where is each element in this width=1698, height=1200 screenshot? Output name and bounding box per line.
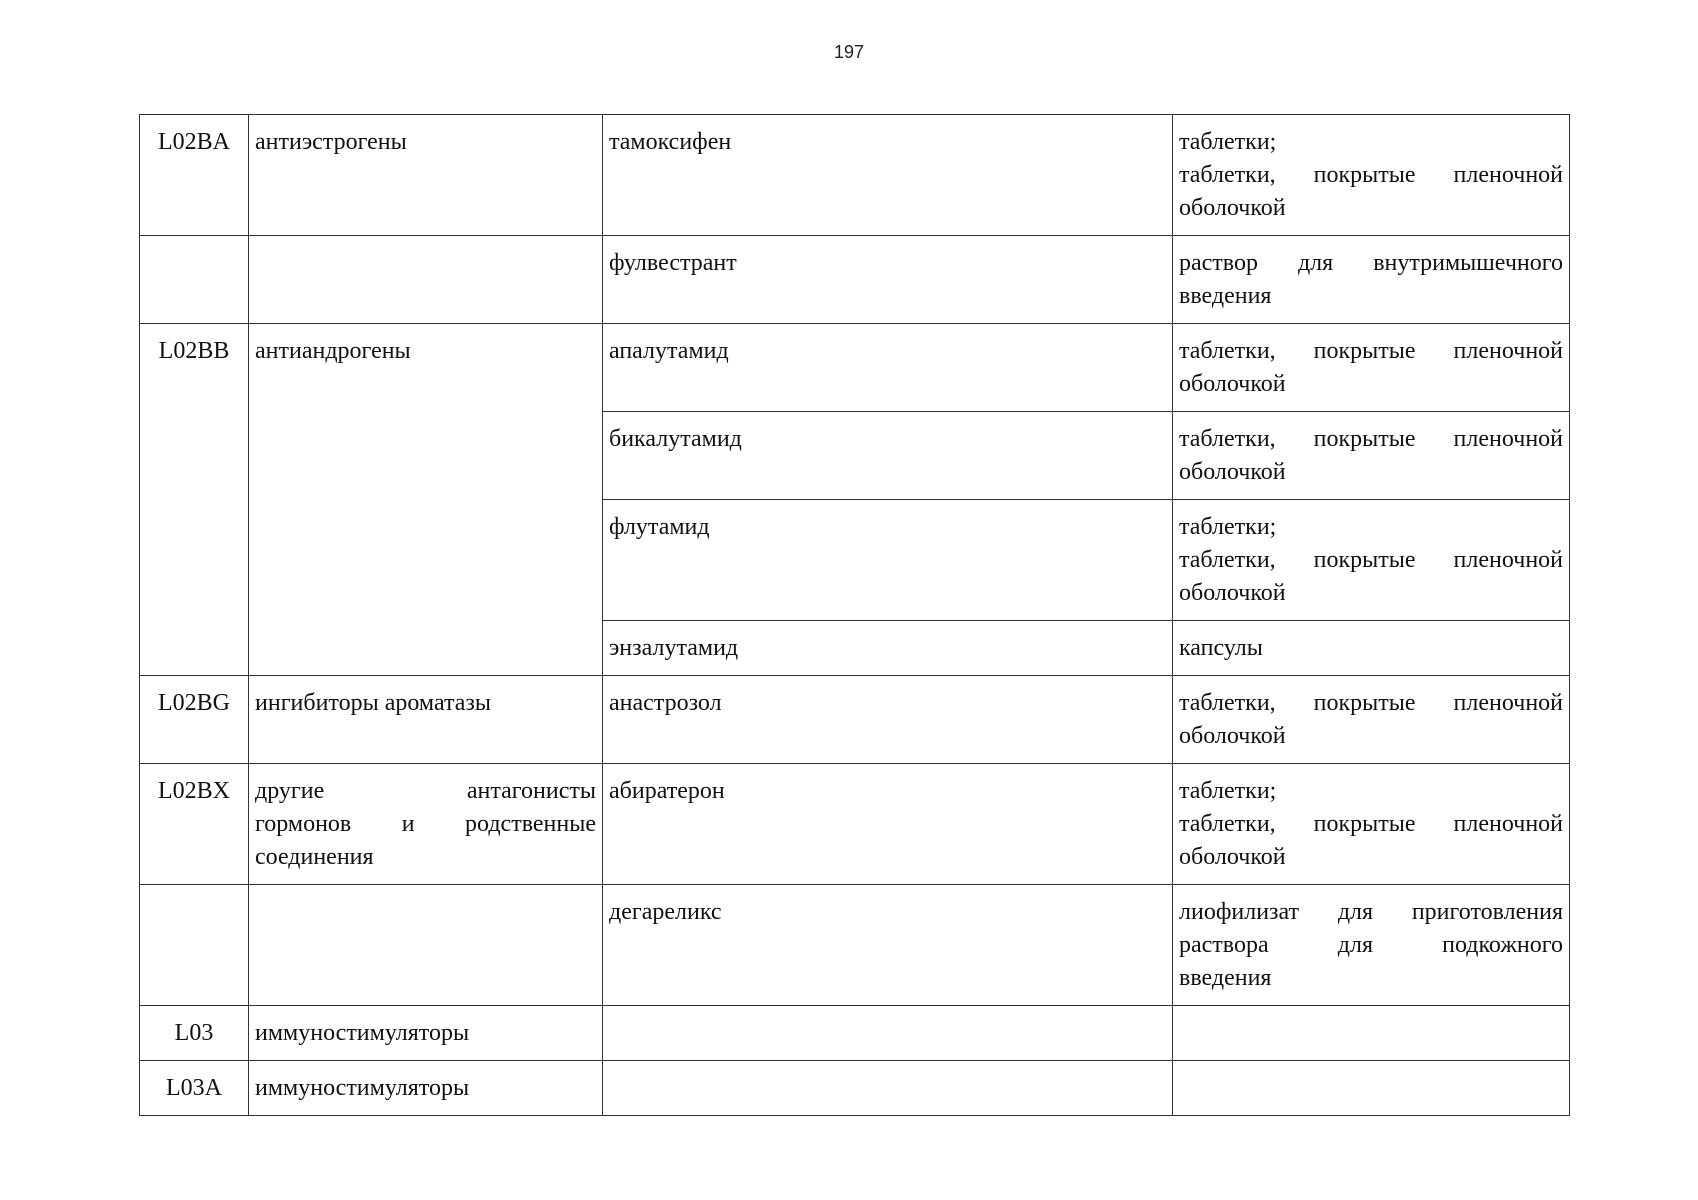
- dosage-form-line: таблетки;: [1179, 129, 1277, 155]
- dosage-form-line: таблетки, покрытые пленочной: [1179, 162, 1563, 188]
- dosage-form-cell: [1173, 676, 1570, 764]
- dosage-form-cell: [1173, 1006, 1570, 1061]
- atc-code-cell: L02BX: [140, 764, 249, 885]
- drug-name-cell: анастрозол: [603, 676, 1173, 764]
- dosage-form-line: оболочкой: [1179, 195, 1286, 221]
- drug-name-cell: бикалутамид: [603, 412, 1173, 500]
- atc-code-cell: [140, 236, 249, 324]
- dosage-form-line: оболочкой: [1179, 371, 1286, 397]
- dosage-form-cell: [1173, 1061, 1570, 1116]
- dosage-form-cell: [1173, 885, 1570, 1006]
- drug-name-cell: [603, 1061, 1173, 1116]
- table-row: [140, 324, 1570, 412]
- dosage-form-line: введения: [1179, 965, 1272, 991]
- group-cell: [249, 885, 603, 1006]
- atc-code-cell: L02BG: [140, 676, 249, 764]
- dosage-form-cell: [1173, 764, 1570, 885]
- group-cell: ингибиторы ароматазы: [249, 676, 603, 764]
- dosage-form-line: оболочкой: [1179, 723, 1286, 749]
- dosage-form-line: таблетки;: [1179, 514, 1277, 540]
- group-cell: антиэстрогены: [249, 115, 603, 236]
- table-row: [140, 1061, 1570, 1116]
- atc-code-cell: L03A: [140, 1061, 249, 1116]
- dosage-form-cell: [1173, 621, 1570, 676]
- drug-name-cell: абиратерон: [603, 764, 1173, 885]
- dosage-form-cell: [1173, 412, 1570, 500]
- dosage-form-line: таблетки, покрытые пленочной: [1179, 811, 1563, 837]
- group-line: гормонов и родственные: [255, 811, 596, 837]
- atc-code-cell: L03: [140, 1006, 249, 1061]
- drug-name-cell: энзалутамид: [603, 621, 1173, 676]
- drug-table: [139, 114, 1570, 1116]
- dosage-form-line: лиофилизат для приготовления: [1179, 899, 1563, 925]
- atc-code-cell: L02BB: [140, 324, 249, 676]
- dosage-form-cell: [1173, 115, 1570, 236]
- dosage-form-line: оболочкой: [1179, 580, 1286, 606]
- drug-name-cell: дегареликс: [603, 885, 1173, 1006]
- drug-name-cell: фулвестрант: [603, 236, 1173, 324]
- table-row: [140, 676, 1570, 764]
- drug-name-cell: флутамид: [603, 500, 1173, 621]
- dosage-form-line: раствора для подкожного: [1179, 932, 1563, 958]
- dosage-form-line: раствор для внутримышечного: [1179, 250, 1563, 276]
- dosage-form-line: оболочкой: [1179, 459, 1286, 485]
- group-cell: [249, 764, 603, 885]
- dosage-form-cell: [1173, 324, 1570, 412]
- group-line: соединения: [255, 844, 374, 870]
- drug-name-cell: [603, 1006, 1173, 1061]
- dosage-form-line: капсулы: [1179, 635, 1263, 661]
- table-row: [140, 885, 1570, 1006]
- group-cell: антиандрогены: [249, 324, 603, 676]
- atc-code-cell: L02BA: [140, 115, 249, 236]
- drug-name-cell: апалутамид: [603, 324, 1173, 412]
- dosage-form-line: оболочкой: [1179, 844, 1286, 870]
- dosage-form-line: таблетки, покрытые пленочной: [1179, 338, 1563, 364]
- group-line: другие антагонисты: [255, 778, 596, 804]
- dosage-form-line: таблетки;: [1179, 778, 1277, 804]
- page-number: 197: [833, 42, 865, 62]
- table-row: [140, 236, 1570, 324]
- dosage-form-line: таблетки, покрытые пленочной: [1179, 547, 1563, 573]
- table-row: [140, 115, 1570, 236]
- dosage-form-line: введения: [1179, 283, 1272, 309]
- dosage-form-cell: [1173, 500, 1570, 621]
- table-row: [140, 764, 1570, 885]
- group-cell: иммуностимуляторы: [249, 1061, 603, 1116]
- table-row: [140, 1006, 1570, 1061]
- atc-code-cell: [140, 885, 249, 1006]
- dosage-form-line: таблетки, покрытые пленочной: [1179, 426, 1563, 452]
- drug-name-cell: тамоксифен: [603, 115, 1173, 236]
- dosage-form-line: таблетки, покрытые пленочной: [1179, 690, 1563, 716]
- group-cell: иммуностимуляторы: [249, 1006, 603, 1061]
- group-cell: [249, 236, 603, 324]
- dosage-form-cell: [1173, 236, 1570, 324]
